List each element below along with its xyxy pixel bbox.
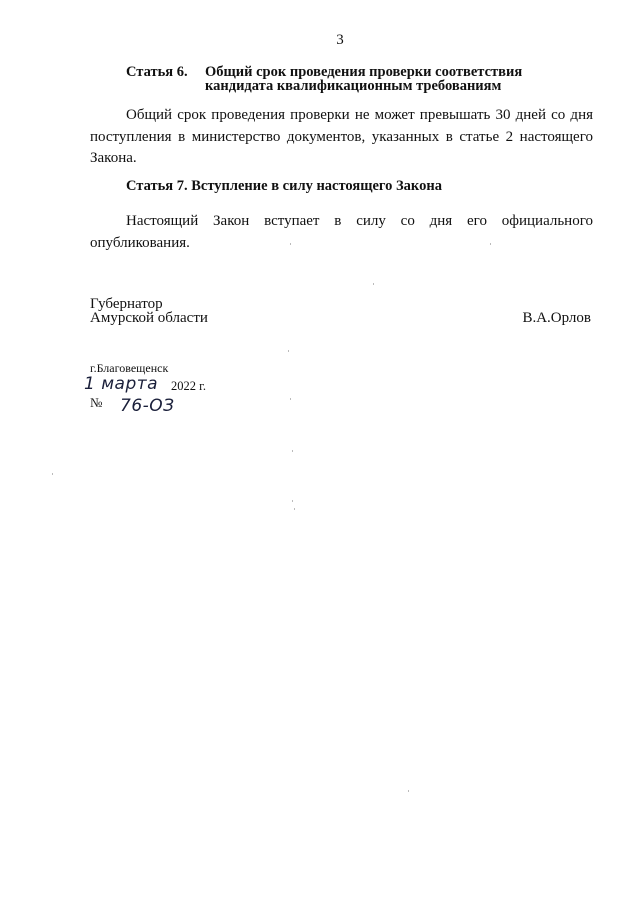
article-6-title: Общий срок проведения проверки соответствия кандидата квалификационным требованиям xyxy=(205,64,523,94)
scan-speck xyxy=(490,243,491,245)
signatory-title: Губернатор xyxy=(90,296,163,312)
scan-speck xyxy=(290,243,291,245)
scan-speck xyxy=(408,790,409,792)
scan-speck xyxy=(290,398,291,400)
signatory-name: В.А.Орлов xyxy=(522,310,591,326)
scan-speck xyxy=(373,283,374,285)
handwritten-date: 1 марта xyxy=(84,374,159,394)
article-7-text: Настоящий Закон вступает в силу со дня его официального опубликования. xyxy=(90,213,593,251)
scan-speck xyxy=(294,508,295,510)
article-7-heading: Статья 7. Вступление в силу настоящего Закона xyxy=(126,178,442,194)
scan-speck xyxy=(288,350,289,352)
page-number: 3 xyxy=(336,32,344,48)
signatory-region: Амурской области xyxy=(90,310,208,326)
handwritten-law-number: 76-ОЗ xyxy=(120,396,175,416)
date-year: 2022 г. xyxy=(171,379,206,393)
scan-speck xyxy=(292,500,293,502)
law-number-line xyxy=(90,395,290,417)
scan-speck xyxy=(52,473,53,475)
place-of-signing: г.Благовещенск xyxy=(90,361,169,375)
scan-speck xyxy=(292,450,293,452)
number-sign: № xyxy=(90,395,103,410)
article-6-number: Статья 6. xyxy=(126,64,188,80)
date-line xyxy=(84,374,284,394)
article-6-text: Общий срок проведения проверки не может превышать 30 дней со дня поступления в министерство документов, указанных в статье 2 настоящего Закона. xyxy=(90,107,593,166)
